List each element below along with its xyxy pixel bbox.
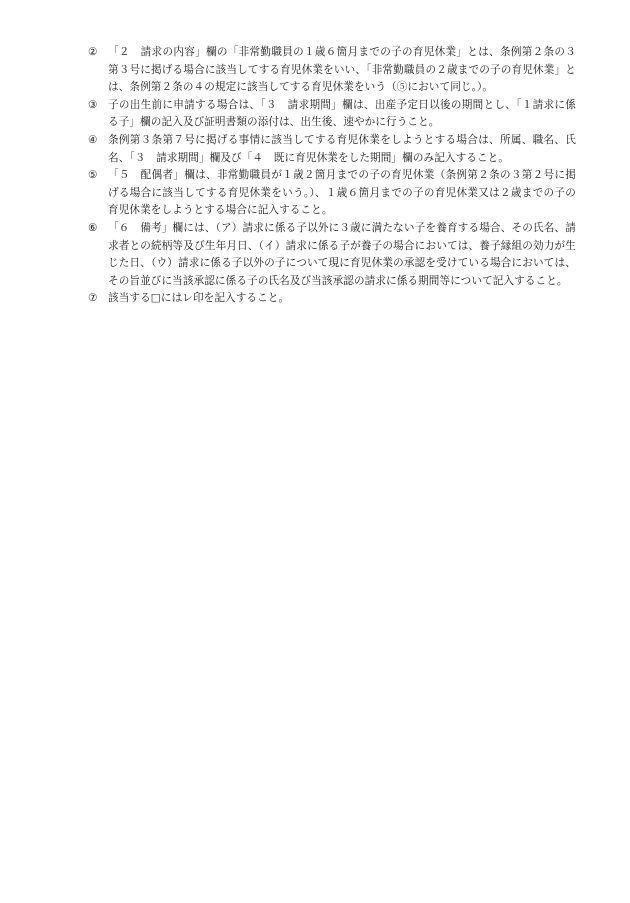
note-text: 条例第３条第７号に掲げる事情に該当してする育児休業をしようとする場合は、所属、職名、氏名、「３ 請求期間」欄及び「４ 既に育児休業をした期間」欄のみ記入すること。	[108, 133, 576, 164]
note-number: ③	[88, 98, 98, 111]
note-number: ⑥	[88, 221, 98, 234]
note-item-6	[88, 220, 576, 290]
notes-list	[88, 44, 576, 308]
note-item-7	[88, 290, 576, 308]
note-item-3	[88, 97, 576, 132]
note-number: ⑦	[88, 292, 98, 305]
note-text: 該当する□にはレ印を記入すること。	[108, 292, 290, 305]
note-item-4	[88, 132, 576, 167]
note-text: 「２ 請求の内容」欄の「非常勤職員の１歳６箇月までの子の育児休業」とは、条例第２条の３第３号に掲げる場合に該当してする育児休業をいい、「非常勤職員の２歳までの子の育児休業」とは、条例第２条の４の規定に該当してする育児休業をいう（⑤において同じ。）。	[108, 46, 576, 94]
note-number: ④	[88, 133, 98, 146]
note-item-5	[88, 167, 576, 220]
note-item-2	[88, 44, 576, 97]
note-text: 子の出生前に申請する場合は、「３ 請求期間」欄は、出産予定日以後の期間とし、「１請求に係る子」欄の記入及び証明書類の添付は、出生後、速やかに行うこと。	[108, 98, 576, 129]
note-text: 「６ 備考」欄には、（ア）請求に係る子以外に３歳に満たない子を養育する場合、その氏名、請求者との続柄等及び生年月日、（イ）請求に係る子が養子の場合においては、養子縁組の効力が生じた日、（ウ）請求に係る子以外の子について現に育児休業の承認を受けている場合においては、その旨並びに当該承認に係る子の氏名及び当該承認の請求に係る期間等について記入すること。	[108, 221, 576, 287]
note-number: ②	[88, 46, 98, 58]
note-number: ⑤	[88, 169, 98, 182]
note-text: 「５ 配偶者」欄は、非常勤職員が１歳２箇月までの子の育児休業（条例第２条の３第２号に掲げる場合に該当してする育児休業をいう。）、１歳６箇月までの子の育児休業又は２歳までの子の育児休業をしようとする場合に記入すること。	[108, 169, 576, 217]
